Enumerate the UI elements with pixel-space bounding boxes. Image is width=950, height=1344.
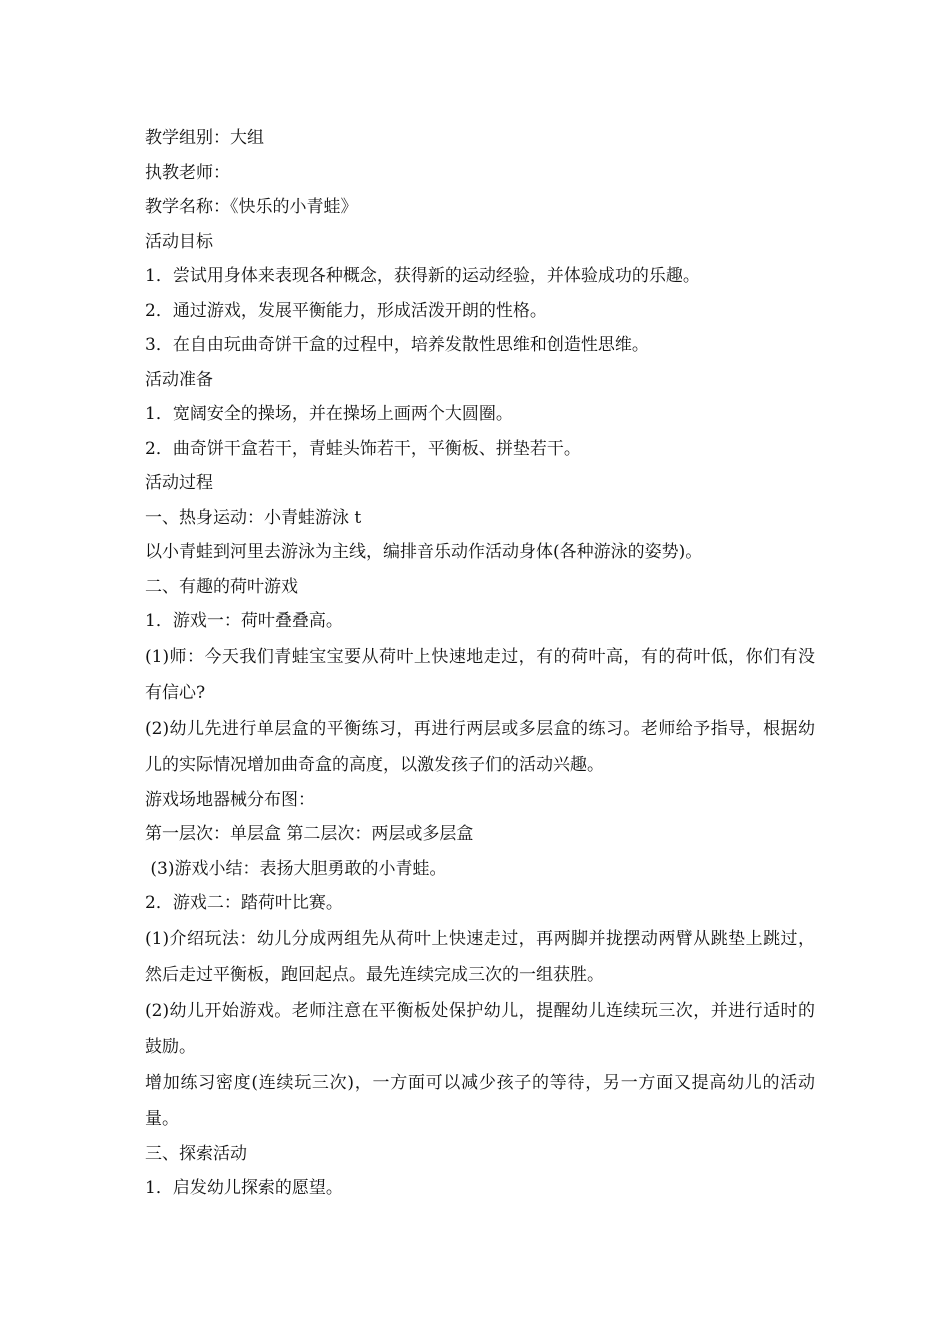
process-step-warmup: 一、热身运动：小青蛙游泳 t [145, 507, 362, 528]
goal-item-3: 3．在自由玩曲奇饼干盒的过程中，培养发散性思维和创造性思维。 [145, 335, 649, 355]
process-step-lotus-games: 二、有趣的荷叶游戏 [145, 576, 298, 597]
warmup-description: 以小青蛙到河里去游泳为主线，编排音乐动作活动身体(各种游泳的姿势)。 [145, 542, 703, 562]
section-heading-process: 活动过程 [145, 473, 213, 493]
lesson-title-line: 教学名称：《快乐的小青蛙》 [145, 197, 358, 217]
section-heading-goals: 活动目标 [145, 231, 213, 252]
group-line: 教学组别：大组 [145, 128, 264, 148]
game-one-paragraph-1: (1)师：今天我们青蛙宝宝要从荷叶上快速地走过，有的荷叶高，有的荷叶低，你们有没有信心? [145, 646, 815, 703]
practice-density-note: 增加练习密度(连续玩三次)，一方面可以减少孩子的等待，另一方面又提高幼儿的活动量。 [145, 1072, 815, 1129]
levels-line: 第一层次：单层盒 第二层次：两层或多层盒 [145, 824, 474, 844]
preparation-item-2: 2．曲奇饼干盒若干，青蛙头饰若干，平衡板、拼垫若干。 [145, 438, 581, 459]
game-one-title: 1．游戏一：荷叶叠叠高。 [145, 611, 343, 631]
game-two-title: 2．游戏二：踏荷叶比赛。 [145, 893, 343, 913]
process-step-exploration: 三、探索活动 [145, 1143, 247, 1164]
goal-item-1: 1．尝试用身体来表现各种概念，获得新的运动经验，并体验成功的乐趣。 [145, 266, 700, 286]
goal-item-2: 2．通过游戏，发展平衡能力，形成活泼开朗的性格。 [145, 300, 547, 321]
document-body [145, 121, 815, 1206]
game-two-paragraph-1: (1)介绍玩法：幼儿分成两组先从荷叶上快速走过，再两脚并拢摆动两臂从跳垫上跳过，然后走过平衡板，跑回起点。最先连续完成三次的一组获胜。 [145, 928, 815, 985]
equipment-layout-label: 游戏场地器械分布图： [145, 789, 315, 810]
game-one-paragraph-2: (2)幼儿先进行单层盒的平衡练习，再进行两层或多层盒的练习。老师给予指导，根据幼儿的实际情况增加曲奇盒的高度，以激发孩子们的活动兴趣。 [145, 718, 815, 775]
teacher-line: 执教老师： [145, 162, 230, 183]
game-one-summary: (3)游戏小结：表扬大胆勇敢的小青蛙。 [145, 858, 447, 879]
game-two-paragraph-2: (2)幼儿开始游戏。老师注意在平衡板处保护幼儿，提醒幼儿连续玩三次，并进行适时的鼓励。 [145, 1000, 815, 1057]
section-heading-preparation: 活动准备 [145, 369, 213, 390]
preparation-item-1: 1．宽阔安全的操场，并在操场上画两个大圆圈。 [145, 404, 513, 424]
exploration-item-1: 1．启发幼儿探索的愿望。 [145, 1178, 343, 1198]
